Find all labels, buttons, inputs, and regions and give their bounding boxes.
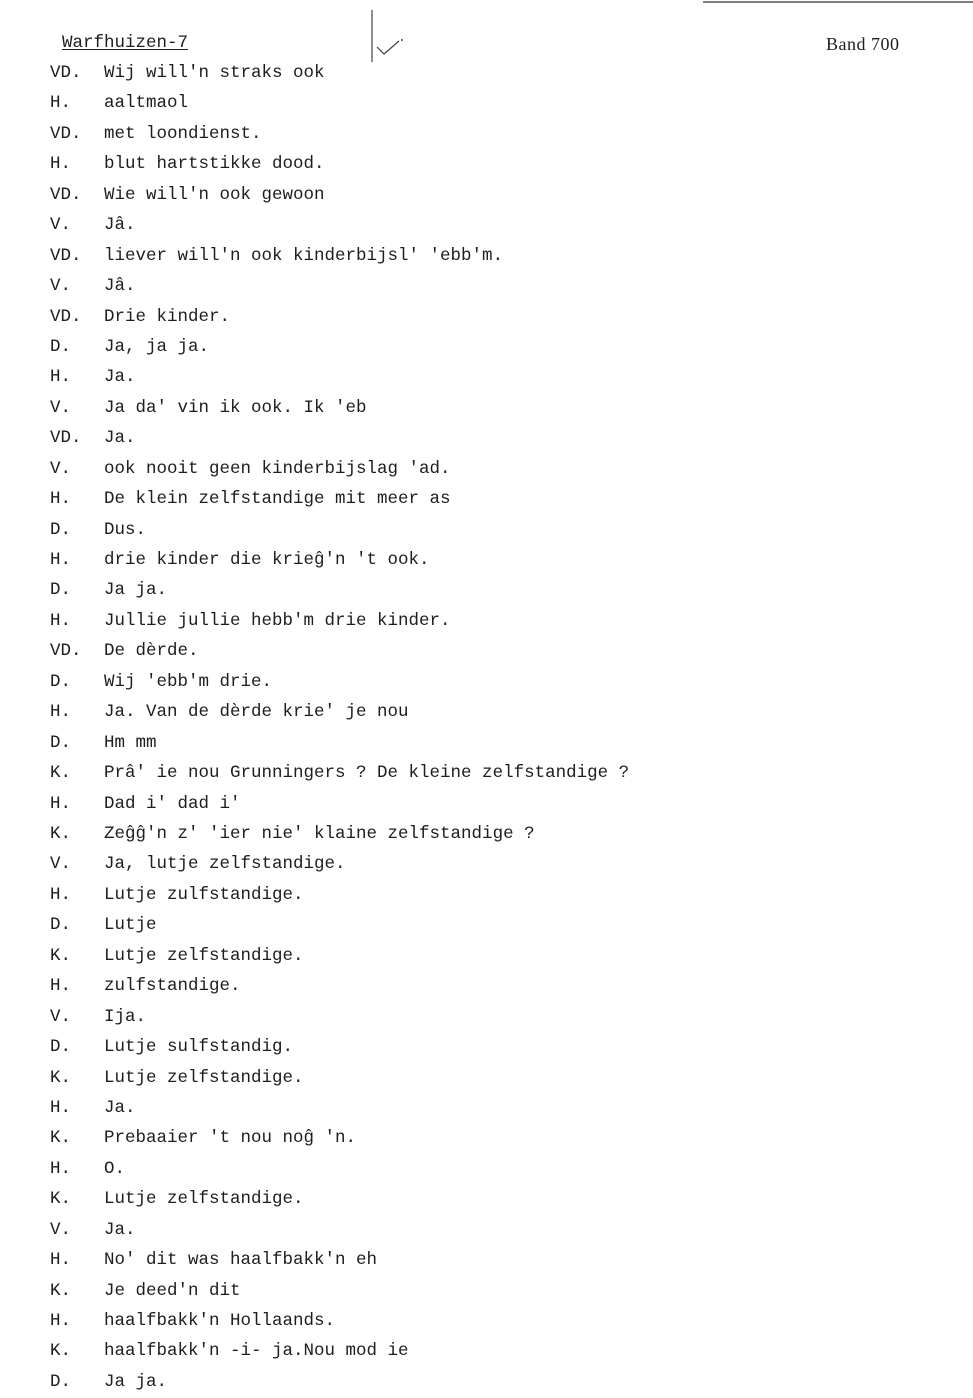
transcript-line xyxy=(0,124,973,144)
transcript-line xyxy=(0,885,973,905)
utterance-text: Lutje zulfstandige. xyxy=(104,884,304,905)
speaker-label: VD. xyxy=(50,184,82,205)
transcript-line xyxy=(0,337,973,357)
utterance-text: Ja, lutje zelfstandige. xyxy=(104,854,346,875)
transcript-line xyxy=(0,550,973,570)
speaker-label: D. xyxy=(50,336,72,357)
utterance-text: haalfbakk'n -i- ja.Nou mod ie xyxy=(104,1341,409,1362)
transcript-line xyxy=(0,93,973,113)
transcript-line xyxy=(0,763,973,783)
utterance-text: Ja, ja ja. xyxy=(104,336,210,357)
transcript-line xyxy=(0,63,973,83)
transcript-line xyxy=(0,580,973,600)
speaker-label: V. xyxy=(50,397,72,418)
speaker-label: D. xyxy=(50,1037,72,1058)
utterance-text: Wie will'n ook gewoon xyxy=(104,184,325,205)
speaker-label: V. xyxy=(50,276,72,297)
transcript-line xyxy=(0,1159,973,1179)
transcript-line xyxy=(0,611,973,631)
utterance-text: Drie kinder. xyxy=(104,306,231,327)
speaker-label: H. xyxy=(50,93,72,114)
speaker-label: H. xyxy=(50,1250,72,1271)
utterance-text: Prâ' ie nou Grunningers ? De kleine zelfstandige ? xyxy=(104,763,630,784)
utterance-text: Ja ja. xyxy=(104,1371,168,1392)
speaker-label: VD. xyxy=(50,641,82,662)
speaker-label: K. xyxy=(50,1189,72,1210)
transcript-line xyxy=(0,915,973,935)
transcript-line xyxy=(0,276,973,296)
utterance-text: Ja. xyxy=(104,1097,136,1118)
speaker-label: H. xyxy=(50,154,72,175)
transcript-line xyxy=(0,1068,973,1088)
speaker-label: H. xyxy=(50,702,72,723)
utterance-text: O. xyxy=(104,1158,126,1179)
utterance-text: Zeĝĝ'n z' 'ier nie' klaine zelfstandige ? xyxy=(104,824,535,844)
utterance-text: Ja. xyxy=(104,428,136,449)
transcript-line xyxy=(0,520,973,540)
utterance-text: Je deed'n dit xyxy=(104,1280,241,1301)
speaker-label: D. xyxy=(50,732,72,753)
speaker-label: K. xyxy=(50,1280,72,1301)
utterance-text: Lutje sulfstandig. xyxy=(104,1037,294,1058)
utterance-text: ook nooit geen kinderbijslag 'ad. xyxy=(104,458,451,479)
speaker-label: D. xyxy=(50,671,72,692)
band-number: Band 700 xyxy=(826,34,900,54)
utterance-text: Ja da' vin ik ook. Ik 'eb xyxy=(104,397,367,418)
speaker-label: V. xyxy=(50,458,72,479)
utterance-text: Wij 'ebb'm drie. xyxy=(104,671,273,692)
speaker-label: VD. xyxy=(50,245,82,266)
speaker-label: V. xyxy=(50,215,72,236)
utterance-text: Jullie jullie hebb'm drie kinder. xyxy=(104,610,451,631)
transcript-line xyxy=(0,185,973,205)
document-title: Warfhuizen-7 xyxy=(62,33,189,53)
speaker-label: K. xyxy=(50,763,72,784)
utterance-text: Ja ja. xyxy=(104,580,168,601)
utterance-text: Ija. xyxy=(104,1006,147,1027)
utterance-text: blut hartstikke dood. xyxy=(104,154,325,175)
transcript-line xyxy=(0,459,973,479)
transcript-line xyxy=(0,976,973,996)
utterance-text: aaltmaol xyxy=(104,93,189,114)
speaker-label: VD. xyxy=(50,123,82,144)
speaker-label: K. xyxy=(50,1128,72,1149)
utterance-text: Lutje zelfstandige. xyxy=(104,945,304,966)
speaker-label: H. xyxy=(50,610,72,631)
speaker-label: H. xyxy=(50,1311,72,1332)
speaker-label: H. xyxy=(50,1097,72,1118)
speaker-label: K. xyxy=(50,1067,72,1088)
transcript-line xyxy=(0,1098,973,1118)
transcript-line xyxy=(0,1250,973,1270)
utterance-text: Jâ. xyxy=(104,215,136,236)
utterance-text: Lutje xyxy=(104,915,157,936)
transcript-line xyxy=(0,702,973,722)
transcript-line xyxy=(0,154,973,174)
utterance-text: Hm mm xyxy=(104,732,157,753)
transcript-line xyxy=(0,854,973,874)
speaker-label: K. xyxy=(50,824,72,844)
transcript-line xyxy=(0,824,973,844)
transcript-line xyxy=(0,1311,973,1331)
speaker-label: V. xyxy=(50,1006,72,1027)
transcript-line xyxy=(0,1007,973,1027)
speaker-label: V. xyxy=(50,1219,72,1240)
transcript-line xyxy=(0,1341,973,1361)
utterance-text: haalfbakk'n Hollaands. xyxy=(104,1311,336,1332)
speaker-label: H. xyxy=(50,489,72,510)
speaker-label: H. xyxy=(50,884,72,905)
transcript-line xyxy=(0,1220,973,1240)
speaker-label: VD. xyxy=(50,306,82,327)
utterance-text: Wij will'n straks ook xyxy=(104,63,325,83)
speaker-label: H. xyxy=(50,793,72,814)
utterance-text: drie kinder die krieĝ'n 't ook. xyxy=(104,550,430,571)
utterance-text: Ja. Van de dèrde krie' je nou xyxy=(104,702,409,723)
transcript-line xyxy=(0,246,973,266)
speaker-label: K. xyxy=(50,945,72,966)
utterance-text: De klein zelfstandige mit meer as xyxy=(104,489,451,510)
utterance-text: Ja. xyxy=(104,1219,136,1240)
utterance-text: Prebaaier 't nou noĝ 'n. xyxy=(104,1128,357,1149)
utterance-text: No' dit was haalfbakk'n eh xyxy=(104,1250,378,1271)
transcript-line xyxy=(0,794,973,814)
speaker-label: D. xyxy=(50,1371,72,1392)
transcript-line xyxy=(0,307,973,327)
speaker-label: D. xyxy=(50,519,72,540)
speaker-label: H. xyxy=(50,367,72,388)
utterance-text: Lutje zelfstandige. xyxy=(104,1189,304,1210)
speaker-label: H. xyxy=(50,550,72,571)
transcript-line xyxy=(0,1372,973,1392)
transcript-line xyxy=(0,733,973,753)
transcript-line xyxy=(0,1189,973,1209)
speaker-label: H. xyxy=(50,976,72,997)
transcript-line xyxy=(0,1128,973,1148)
utterance-text: zulfstandige. xyxy=(104,976,241,997)
utterance-text: Jâ. xyxy=(104,276,136,297)
speaker-label: V. xyxy=(50,854,72,875)
transcript-line xyxy=(0,1037,973,1057)
speaker-label: VD. xyxy=(50,63,82,83)
speaker-label: VD. xyxy=(50,428,82,449)
transcript-line xyxy=(0,215,973,235)
utterance-text: liever will'n ook kinderbijsl' 'ebb'm. xyxy=(104,245,504,266)
transcript-line xyxy=(0,489,973,509)
utterance-text: met loondienst. xyxy=(104,123,262,144)
transcript-line xyxy=(0,1281,973,1301)
transcript-line xyxy=(0,672,973,692)
transcript-line xyxy=(0,367,973,387)
transcript-line xyxy=(0,398,973,418)
transcript-line xyxy=(0,428,973,448)
utterance-text: Dus. xyxy=(104,519,147,540)
utterance-text: Lutje zelfstandige. xyxy=(104,1067,304,1088)
utterance-text: Dad i' dad i' xyxy=(104,793,241,814)
speaker-label: K. xyxy=(50,1341,72,1362)
utterance-text: Ja. xyxy=(104,367,136,388)
speaker-label: D. xyxy=(50,580,72,601)
utterance-text: De dèrde. xyxy=(104,641,199,662)
transcript-line xyxy=(0,641,973,661)
speaker-label: D. xyxy=(50,915,72,936)
speaker-label: H. xyxy=(50,1158,72,1179)
transcript-line xyxy=(0,946,973,966)
